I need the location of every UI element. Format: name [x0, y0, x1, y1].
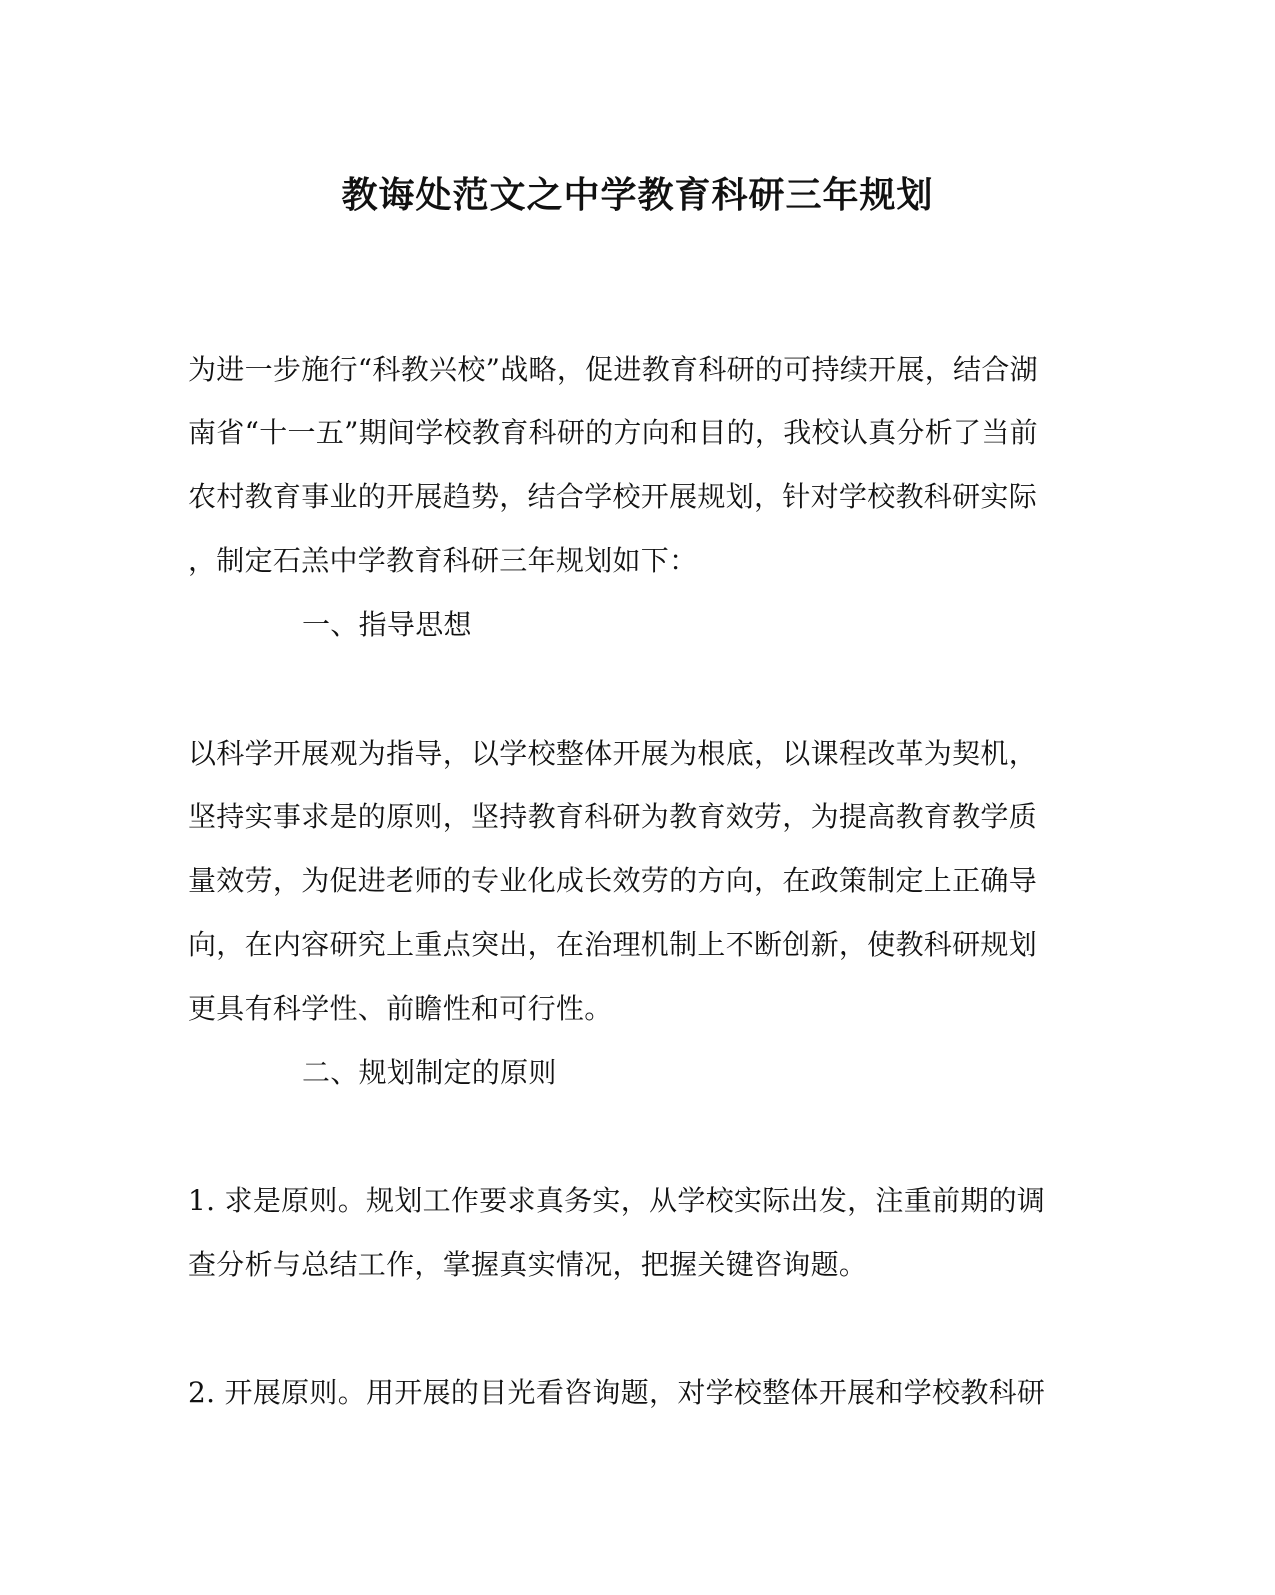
paragraph-line: 向，在内容研究上重点突出，在治理机制上不断创新，使教科研规划 — [188, 928, 1038, 961]
paragraph-line: 1. 求是原则。规划工作要求真务实，从学校实际出发，注重前期的调 — [188, 1184, 1046, 1217]
paragraph-line: 以科学开展观为指导，以学校整体开展为根底，以课程改革为契机， — [188, 737, 1038, 770]
paragraph-line: 更具有科学性、前瞻性和可行性。 — [188, 992, 613, 1025]
paragraph-line: 南省“十一五”期间学校教育科研的方向和目的，我校认真分析了当前 — [188, 416, 1038, 449]
paragraph-line: 为进一步施行“科教兴校”战略，促进教育科研的可持续开展，结合湖 — [188, 353, 1038, 386]
paragraph-line: 坚持实事求是的原则，坚持教育科研为教育效劳，为提高教育教学质 — [188, 800, 1038, 833]
document-title: 教诲处范文之中学教育科研三年规划 — [341, 174, 934, 216]
paragraph-line: 查分析与总结工作，掌握真实情况，把握关键咨询题。 — [188, 1248, 868, 1281]
section-heading: 一、指导思想 — [302, 608, 472, 641]
paragraph-line: 农村教育事业的开展趋势，结合学校开展规划，针对学校教科研实际 — [188, 480, 1038, 513]
section-heading: 二、规划制定的原则 — [302, 1056, 557, 1089]
paragraph-line: ，制定石羔中学教育科研三年规划如下： — [188, 544, 698, 577]
paragraph-line: 量效劳，为促进老师的专业化成长效劳的方向，在政策制定上正确导 — [188, 864, 1038, 897]
paragraph-line: 2. 开展原则。用开展的目光看咨询题，对学校整体开展和学校教科研 — [188, 1376, 1046, 1409]
